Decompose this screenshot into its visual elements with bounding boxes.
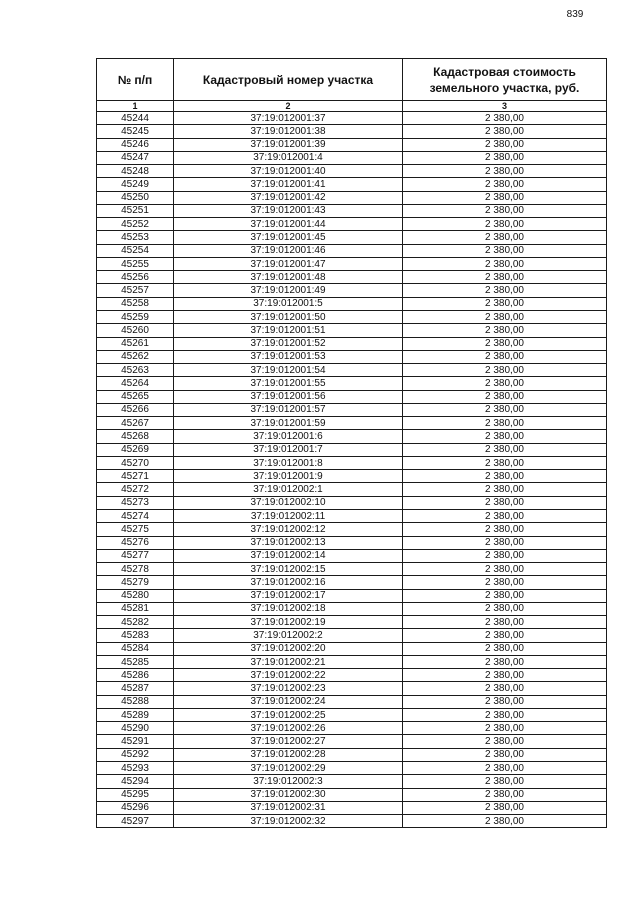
row-number-cell: 45287 (97, 682, 174, 695)
cadastral-number-cell: 37:19:012001:56 (174, 390, 403, 403)
row-number-cell: 45292 (97, 748, 174, 761)
table-row (97, 576, 607, 589)
table-row (97, 629, 607, 642)
cadastral-value-cell: 2 380,00 (403, 377, 607, 390)
table-row (97, 708, 607, 721)
table-row (97, 470, 607, 483)
row-number-cell: 45296 (97, 801, 174, 814)
cadastral-value-cell: 2 380,00 (403, 536, 607, 549)
table-row (97, 536, 607, 549)
cadastral-number-cell: 37:19:012002:13 (174, 536, 403, 549)
cadastral-value-cell: 2 380,00 (403, 616, 607, 629)
table-row (97, 801, 607, 814)
cadastral-value-cell: 2 380,00 (403, 112, 607, 125)
cadastral-value-cell: 2 380,00 (403, 642, 607, 655)
cadastral-number-cell: 37:19:012001:53 (174, 350, 403, 363)
cadastral-number-cell: 37:19:012002:21 (174, 655, 403, 668)
cadastral-value-cell: 2 380,00 (403, 762, 607, 775)
cadastral-number-cell: 37:19:012001:42 (174, 191, 403, 204)
table-row (97, 377, 607, 390)
row-number-cell: 45278 (97, 563, 174, 576)
row-number-cell: 45289 (97, 708, 174, 721)
cadastral-number-cell: 37:19:012001:37 (174, 112, 403, 125)
cadastral-value-cell: 2 380,00 (403, 629, 607, 642)
cadastral-number-cell: 37:19:012002:32 (174, 815, 403, 828)
cadastral-number-cell: 37:19:012001:40 (174, 165, 403, 178)
table-row (97, 549, 607, 562)
row-number-cell: 45274 (97, 509, 174, 522)
table-body (97, 112, 607, 828)
cadastral-number-cell: 37:19:012002:3 (174, 775, 403, 788)
cadastral-value-cell: 2 380,00 (403, 748, 607, 761)
cadastral-value-cell: 2 380,00 (403, 576, 607, 589)
table-row (97, 443, 607, 456)
table-row (97, 642, 607, 655)
cadastral-value-cell: 2 380,00 (403, 815, 607, 828)
row-number-cell: 45247 (97, 151, 174, 164)
cadastral-number-cell: 37:19:012001:54 (174, 364, 403, 377)
cadastral-value-cell: 2 380,00 (403, 735, 607, 748)
row-number-cell: 45295 (97, 788, 174, 801)
header-number: № п/п (97, 59, 174, 101)
row-number-cell: 45249 (97, 178, 174, 191)
cadastral-number-cell: 37:19:012001:41 (174, 178, 403, 191)
cadastral-value-cell: 2 380,00 (403, 430, 607, 443)
row-number-cell: 45260 (97, 324, 174, 337)
cadastral-value-cell: 2 380,00 (403, 456, 607, 469)
cadastral-value-cell: 2 380,00 (403, 257, 607, 270)
row-number-cell: 45267 (97, 417, 174, 430)
row-number-cell: 45246 (97, 138, 174, 151)
table-row (97, 563, 607, 576)
row-number-cell: 45282 (97, 616, 174, 629)
cadastral-number-cell: 37:19:012002:11 (174, 509, 403, 522)
table-row (97, 616, 607, 629)
cadastral-value-cell: 2 380,00 (403, 125, 607, 138)
row-number-cell: 45293 (97, 762, 174, 775)
cadastral-number-cell: 37:19:012001:51 (174, 324, 403, 337)
cadastral-number-cell: 37:19:012001:43 (174, 204, 403, 217)
cadastral-value-cell: 2 380,00 (403, 178, 607, 191)
row-number-cell: 45245 (97, 125, 174, 138)
row-number-cell: 45281 (97, 602, 174, 615)
table-row (97, 178, 607, 191)
cadastral-value-cell: 2 380,00 (403, 549, 607, 562)
row-number-cell: 45258 (97, 297, 174, 310)
cadastral-number-cell: 37:19:012002:24 (174, 695, 403, 708)
row-number-cell: 45268 (97, 430, 174, 443)
cadastral-value-cell: 2 380,00 (403, 602, 607, 615)
cadastral-value-cell: 2 380,00 (403, 470, 607, 483)
row-number-cell: 45286 (97, 669, 174, 682)
cadastral-value-cell: 2 380,00 (403, 669, 607, 682)
row-number-cell: 45270 (97, 456, 174, 469)
cadastral-number-cell: 37:19:012002:14 (174, 549, 403, 562)
row-number-cell: 45273 (97, 496, 174, 509)
row-number-cell: 45254 (97, 244, 174, 257)
header-cadastral-number: Кадастровый номер участка (174, 59, 403, 101)
cadastral-number-cell: 37:19:012001:48 (174, 271, 403, 284)
cadastral-number-cell: 37:19:012002:15 (174, 563, 403, 576)
table-row (97, 218, 607, 231)
table-row (97, 748, 607, 761)
cadastral-number-cell: 37:19:012001:5 (174, 297, 403, 310)
cadastral-number-cell: 37:19:012001:4 (174, 151, 403, 164)
cadastral-number-cell: 37:19:012002:30 (174, 788, 403, 801)
cadastral-number-cell: 37:19:012001:55 (174, 377, 403, 390)
row-number-cell: 45259 (97, 310, 174, 323)
row-number-cell: 45279 (97, 576, 174, 589)
cadastral-number-cell: 37:19:012002:23 (174, 682, 403, 695)
table-row (97, 695, 607, 708)
cadastral-number-cell: 37:19:012001:49 (174, 284, 403, 297)
cadastral-value-cell: 2 380,00 (403, 231, 607, 244)
row-number-cell: 45283 (97, 629, 174, 642)
row-number-cell: 45262 (97, 350, 174, 363)
cadastral-value-cell: 2 380,00 (403, 589, 607, 602)
table-row (97, 231, 607, 244)
cadastral-value-cell: 2 380,00 (403, 350, 607, 363)
table-row (97, 762, 607, 775)
row-number-cell: 45264 (97, 377, 174, 390)
cadastral-value-cell: 2 380,00 (403, 218, 607, 231)
cadastral-number-cell: 37:19:012002:27 (174, 735, 403, 748)
table-row (97, 112, 607, 125)
table-row (97, 430, 607, 443)
cadastral-number-cell: 37:19:012001:47 (174, 257, 403, 270)
cadastral-number-cell: 37:19:012001:50 (174, 310, 403, 323)
cadastral-value-cell: 2 380,00 (403, 483, 607, 496)
table-row (97, 722, 607, 735)
cadastral-value-cell: 2 380,00 (403, 337, 607, 350)
table-row (97, 337, 607, 350)
table-row (97, 138, 607, 151)
row-number-cell: 45266 (97, 403, 174, 416)
cadastral-value-cell: 2 380,00 (403, 284, 607, 297)
cadastral-value-cell: 2 380,00 (403, 403, 607, 416)
cadastral-number-cell: 37:19:012001:59 (174, 417, 403, 430)
cadastral-number-cell: 37:19:012002:19 (174, 616, 403, 629)
row-number-cell: 45244 (97, 112, 174, 125)
table-row (97, 310, 607, 323)
column-number-1: 1 (97, 101, 174, 112)
row-number-cell: 45290 (97, 722, 174, 735)
cadastral-value-cell: 2 380,00 (403, 138, 607, 151)
cadastral-number-cell: 37:19:012001:52 (174, 337, 403, 350)
table-row (97, 788, 607, 801)
cadastral-value-cell: 2 380,00 (403, 563, 607, 576)
cadastral-value-cell: 2 380,00 (403, 695, 607, 708)
table-row (97, 775, 607, 788)
cadastral-value-cell: 2 380,00 (403, 509, 607, 522)
table-row (97, 417, 607, 430)
row-number-cell: 45265 (97, 390, 174, 403)
row-number-cell: 45288 (97, 695, 174, 708)
cadastral-number-cell: 37:19:012002:31 (174, 801, 403, 814)
table-row (97, 191, 607, 204)
cadastral-value-cell: 2 380,00 (403, 801, 607, 814)
cadastral-value-cell: 2 380,00 (403, 708, 607, 721)
cadastral-number-cell: 37:19:012002:12 (174, 523, 403, 536)
cadastral-number-cell: 37:19:012001:6 (174, 430, 403, 443)
row-number-cell: 45248 (97, 165, 174, 178)
table-row (97, 682, 607, 695)
page-number: 839 (566, 9, 584, 20)
cadastral-value-cell: 2 380,00 (403, 417, 607, 430)
cadastral-number-cell: 37:19:012002:20 (174, 642, 403, 655)
cadastral-value-table (96, 58, 607, 828)
table-row (97, 496, 607, 509)
table-row (97, 669, 607, 682)
table-row (97, 390, 607, 403)
cadastral-number-cell: 37:19:012001:38 (174, 125, 403, 138)
table-row (97, 364, 607, 377)
row-number-cell: 45294 (97, 775, 174, 788)
table-row (97, 324, 607, 337)
cadastral-value-cell: 2 380,00 (403, 364, 607, 377)
cadastral-value-cell: 2 380,00 (403, 165, 607, 178)
table-row (97, 602, 607, 615)
row-number-cell: 45255 (97, 257, 174, 270)
row-number-cell: 45284 (97, 642, 174, 655)
cadastral-number-cell: 37:19:012001:8 (174, 456, 403, 469)
table-row (97, 350, 607, 363)
cadastral-number-cell: 37:19:012002:25 (174, 708, 403, 721)
row-number-cell: 45277 (97, 549, 174, 562)
cadastral-value-cell: 2 380,00 (403, 496, 607, 509)
cadastral-value-cell: 2 380,00 (403, 191, 607, 204)
table-row (97, 589, 607, 602)
table-row (97, 284, 607, 297)
row-number-cell: 45275 (97, 523, 174, 536)
cadastral-value-cell: 2 380,00 (403, 655, 607, 668)
row-number-cell: 45280 (97, 589, 174, 602)
cadastral-value-cell: 2 380,00 (403, 310, 607, 323)
row-number-cell: 45276 (97, 536, 174, 549)
table-row (97, 271, 607, 284)
table-row (97, 165, 607, 178)
cadastral-number-cell: 37:19:012001:9 (174, 470, 403, 483)
cadastral-number-cell: 37:19:012002:22 (174, 669, 403, 682)
cadastral-number-cell: 37:19:012002:26 (174, 722, 403, 735)
row-number-cell: 45250 (97, 191, 174, 204)
cadastral-value-cell: 2 380,00 (403, 271, 607, 284)
row-number-cell: 45271 (97, 470, 174, 483)
cadastral-number-cell: 37:19:012002:18 (174, 602, 403, 615)
cadastral-number-cell: 37:19:012001:44 (174, 218, 403, 231)
table-row (97, 204, 607, 217)
row-number-cell: 45257 (97, 284, 174, 297)
cadastral-value-cell: 2 380,00 (403, 204, 607, 217)
cadastral-number-cell: 37:19:012001:46 (174, 244, 403, 257)
cadastral-value-cell: 2 380,00 (403, 390, 607, 403)
table-row (97, 815, 607, 828)
cadastral-value-cell: 2 380,00 (403, 682, 607, 695)
row-number-cell: 45291 (97, 735, 174, 748)
table-row (97, 151, 607, 164)
cadastral-number-cell: 37:19:012002:28 (174, 748, 403, 761)
table-row (97, 523, 607, 536)
cadastral-value-cell: 2 380,00 (403, 244, 607, 257)
table-row (97, 403, 607, 416)
table-row (97, 297, 607, 310)
table-row (97, 244, 607, 257)
header-cadastral-value: Кадастровая стоимость земельного участка, руб. (403, 59, 607, 101)
cadastral-value-cell: 2 380,00 (403, 297, 607, 310)
table-row (97, 456, 607, 469)
cadastral-number-cell: 37:19:012001:7 (174, 443, 403, 456)
cadastral-number-cell: 37:19:012001:39 (174, 138, 403, 151)
row-number-cell: 45251 (97, 204, 174, 217)
column-number-row (97, 101, 607, 112)
cadastral-number-cell: 37:19:012002:2 (174, 629, 403, 642)
table-header-row (97, 59, 607, 101)
row-number-cell: 45269 (97, 443, 174, 456)
row-number-cell: 45272 (97, 483, 174, 496)
cadastral-number-cell: 37:19:012002:10 (174, 496, 403, 509)
cadastral-value-cell: 2 380,00 (403, 443, 607, 456)
cadastral-value-cell: 2 380,00 (403, 324, 607, 337)
cadastral-value-cell: 2 380,00 (403, 775, 607, 788)
column-number-2: 2 (174, 101, 403, 112)
table-row (97, 257, 607, 270)
cadastral-number-cell: 37:19:012001:45 (174, 231, 403, 244)
row-number-cell: 45285 (97, 655, 174, 668)
column-number-3: 3 (403, 101, 607, 112)
table-row (97, 655, 607, 668)
row-number-cell: 45253 (97, 231, 174, 244)
row-number-cell: 45261 (97, 337, 174, 350)
cadastral-value-cell: 2 380,00 (403, 788, 607, 801)
row-number-cell: 45297 (97, 815, 174, 828)
table-row (97, 735, 607, 748)
cadastral-number-cell: 37:19:012002:29 (174, 762, 403, 775)
row-number-cell: 45252 (97, 218, 174, 231)
cadastral-value-cell: 2 380,00 (403, 523, 607, 536)
table-row (97, 483, 607, 496)
cadastral-value-cell: 2 380,00 (403, 722, 607, 735)
cadastral-number-cell: 37:19:012002:16 (174, 576, 403, 589)
cadastral-number-cell: 37:19:012002:1 (174, 483, 403, 496)
cadastral-value-cell: 2 380,00 (403, 151, 607, 164)
row-number-cell: 45263 (97, 364, 174, 377)
table-row (97, 125, 607, 138)
cadastral-number-cell: 37:19:012002:17 (174, 589, 403, 602)
cadastral-number-cell: 37:19:012001:57 (174, 403, 403, 416)
row-number-cell: 45256 (97, 271, 174, 284)
table-row (97, 509, 607, 522)
